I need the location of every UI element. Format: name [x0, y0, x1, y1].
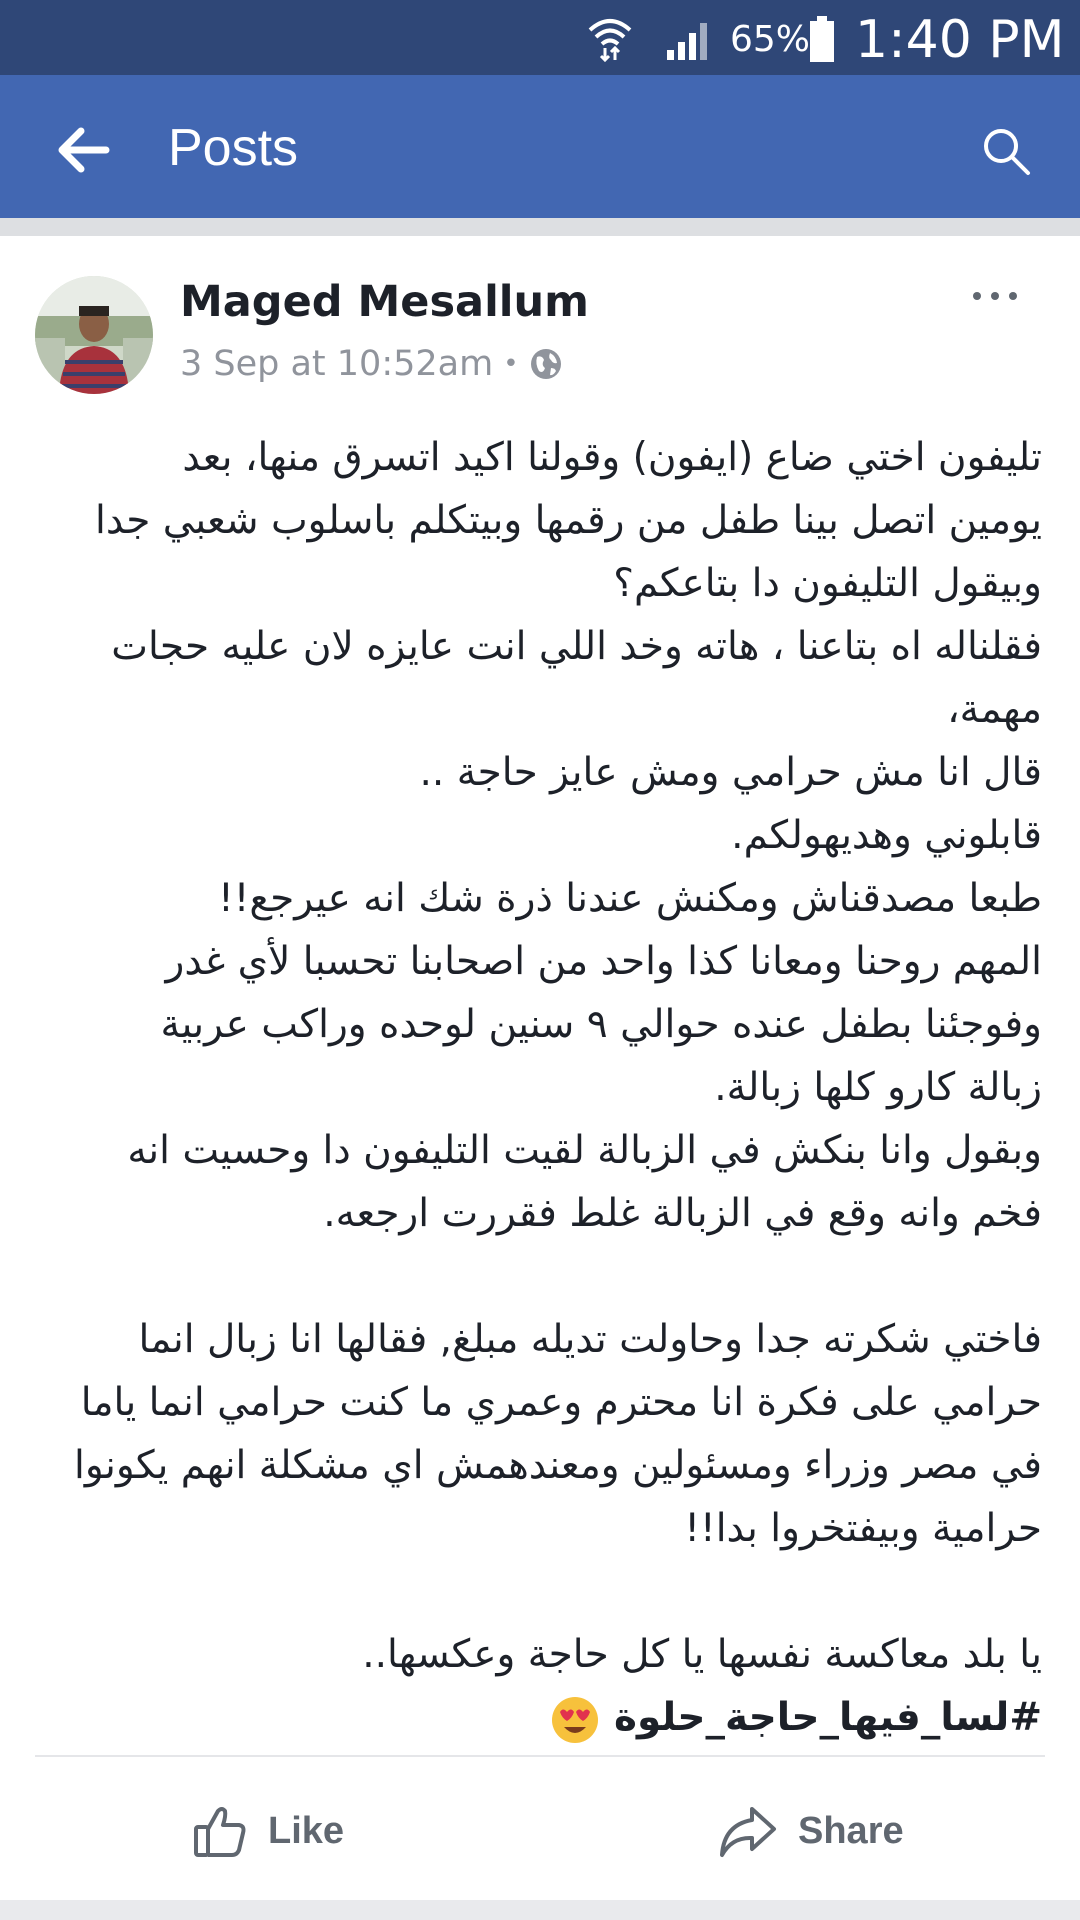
post-line: يا بلد معاكسة نفسها يا كل حاجة وعكسها..: [362, 1632, 1042, 1677]
share-button[interactable]: [718, 1791, 904, 1871]
signal-icon: [665, 18, 715, 62]
post-line: وفوجئنا بطفل عنده حوالي ٩ سنين لوحده وراكب عربية: [160, 1002, 1042, 1047]
battery-icon: [808, 14, 836, 64]
blank-line: [40, 1560, 1042, 1623]
ellipsis-icon[interactable]: [965, 276, 1025, 316]
post-line: قابلوني وهديهولكم.: [731, 813, 1042, 858]
thumbs-up-icon: [192, 1803, 248, 1859]
post-line: المهم روحنا ومعانا كذا واحد من اصحابنا تحسبا لأي غدر: [165, 939, 1042, 984]
share-label: Share: [798, 1809, 904, 1852]
avatar[interactable]: [35, 276, 153, 394]
post-line: فقلناله اه بتاعنا ، هاته وخد اللي انت عايزه لان عليه حجات: [111, 624, 1042, 669]
post-body: [40, 426, 1042, 1749]
post-line: قال انا مش حرامي ومش عايز حاجة ..: [419, 750, 1042, 795]
app-bar: [0, 75, 1080, 218]
hashtag-line: [40, 1686, 1042, 1749]
feed-divider: [0, 218, 1080, 236]
post-timestamp[interactable]: 3 Sep at 10:52am: [180, 344, 494, 384]
post-card: [0, 236, 1080, 1920]
meta-separator: •: [503, 349, 519, 379]
post-line: وبيقول التليفون دا بتاعكم؟: [613, 561, 1042, 606]
status-bar: [0, 0, 1080, 75]
actions-divider: [35, 1755, 1045, 1757]
post-line: فخم وانه وقع في الزبالة غلط فقررت ارجعه.: [323, 1191, 1042, 1236]
arrow-left-icon[interactable]: [56, 125, 110, 175]
search-icon[interactable]: [980, 125, 1032, 177]
post-line: تليفون اختي ضاع (ايفون) وقولنا اكيد اتسرق منها، بعد: [182, 435, 1042, 480]
post-line: حرامية وبيفتخروا بدا!!: [684, 1506, 1042, 1551]
post-line: فاختي شكرته جدا وحاولت تديله مبلغ, فقالها انا زبال انما: [138, 1317, 1042, 1362]
post-line: يومين اتصل بينا طفل من رقمها وبيتكلم باسلوب شعبي جدا: [94, 498, 1042, 543]
page-title: Posts: [168, 119, 299, 177]
battery-percent: 65%: [730, 19, 811, 60]
hashtag-link[interactable]: #لسا_فيها_حاجة_حلوة: [613, 1695, 1042, 1740]
bottom-strip: [0, 1900, 1080, 1920]
globe-icon: [529, 347, 563, 381]
post-meta: [180, 341, 563, 387]
post-line: في مصر وزراء ومسئولين ومعندهمش اي مشكلة انهم يكونوا: [73, 1443, 1042, 1488]
post-line: زبالة كارو كلها زبالة.: [714, 1065, 1042, 1110]
post-line: مهمة،: [947, 687, 1042, 732]
blank-line: [40, 1245, 1042, 1308]
wifi-icon: [585, 12, 635, 62]
like-label: Like: [268, 1809, 345, 1852]
like-button[interactable]: [192, 1791, 344, 1871]
clock: 1:40 PM: [855, 10, 1065, 70]
heart-eyes-emoji-icon: [550, 1695, 600, 1745]
post-line: حرامي على فكرة انا محترم وعمري ما كنت حرامي انما ياما: [80, 1380, 1042, 1425]
share-arrow-icon: [718, 1803, 778, 1859]
post-line: طبعا مصدقناش ومكنش عندنا ذرة شك انه عيرجع!!: [218, 876, 1042, 921]
author-name[interactable]: Maged Mesallum: [180, 277, 589, 327]
post-line: وبقول وانا بنكش في الزبالة لقيت التليفون دا وحسيت انه: [127, 1128, 1042, 1173]
